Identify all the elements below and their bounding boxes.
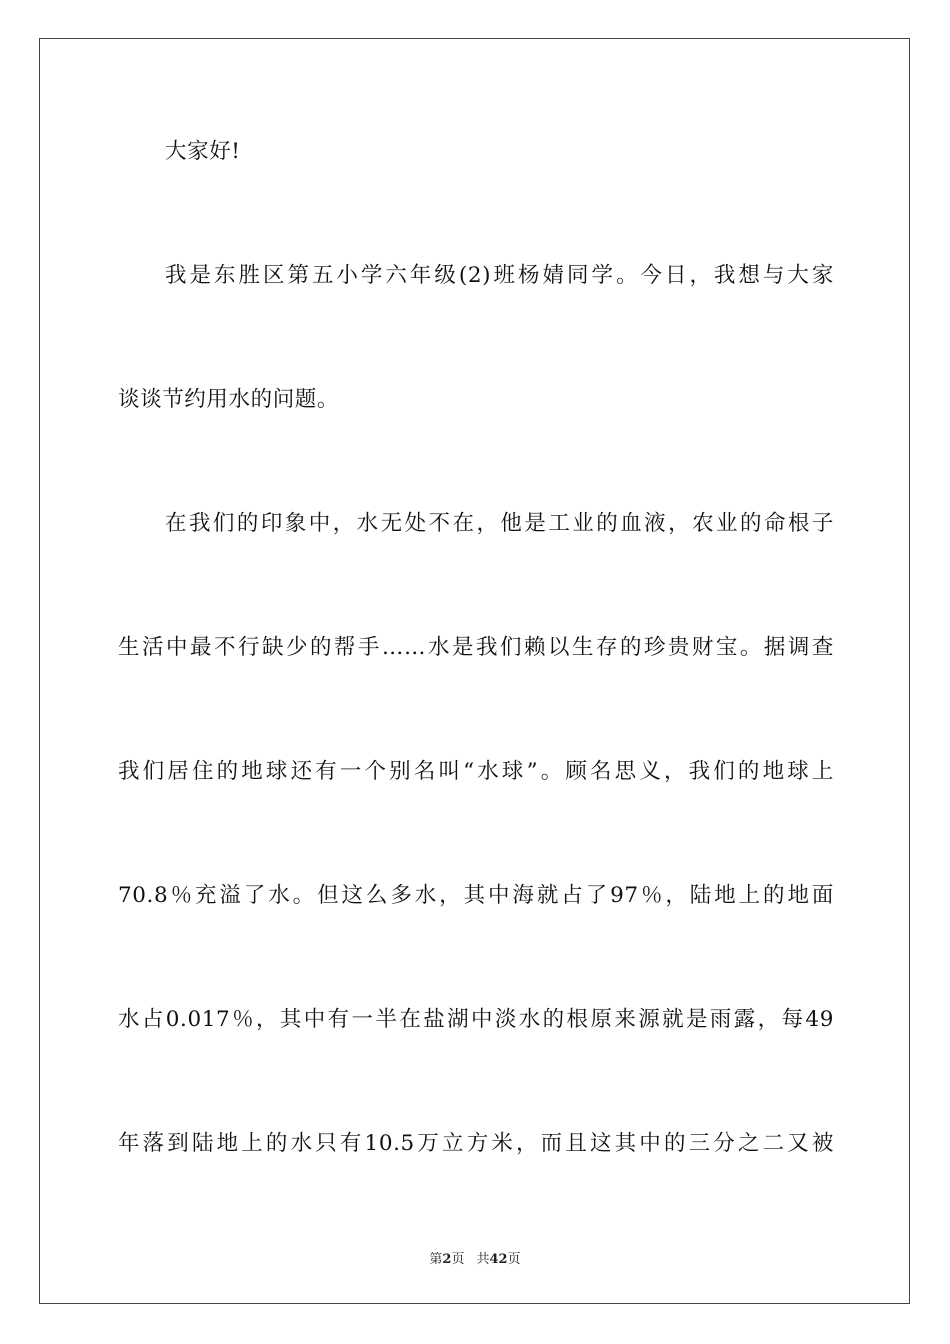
text-line: 水占0.017％，其中有一半在盐湖中淡水的根原来源就是雨露，每49: [118, 1007, 834, 1032]
footer-page-number: 2: [442, 1252, 452, 1267]
footer-page-suffix: 页: [451, 1252, 465, 1267]
text-line: 谈谈节约用水的问题。: [118, 387, 340, 412]
text-line-greeting: 大家好!: [165, 139, 241, 164]
footer-page-prefix: 第: [429, 1252, 443, 1267]
text-line: 我是东胜区第五小学六年级(2)班杨婧同学。今日，我想与大家: [165, 263, 834, 288]
text-line: 70.8％充溢了水。但这么多水，其中海就占了97％，陆地上的地面: [118, 883, 834, 908]
footer-total-pages: 42: [489, 1252, 508, 1267]
text-line: 在我们的印象中，水无处不在，他是工业的血液，农业的命根子: [165, 511, 834, 536]
text-line: 生活中最不行缺少的帮手……水是我们赖以生存的珍贵财宝。据调查: [118, 635, 834, 660]
text-line: 年落到陆地上的水只有10.5万立方米，而且这其中的三分之二又被: [118, 1131, 834, 1156]
footer-total-prefix: 共: [476, 1252, 490, 1267]
text-line: 我们居住的地球还有一个别名叫“水球”。顾名思义，我们的地球上: [118, 759, 834, 784]
page-border: [39, 38, 910, 1304]
footer-total-suffix: 页: [507, 1252, 521, 1267]
page-footer: [0, 1248, 950, 1267]
